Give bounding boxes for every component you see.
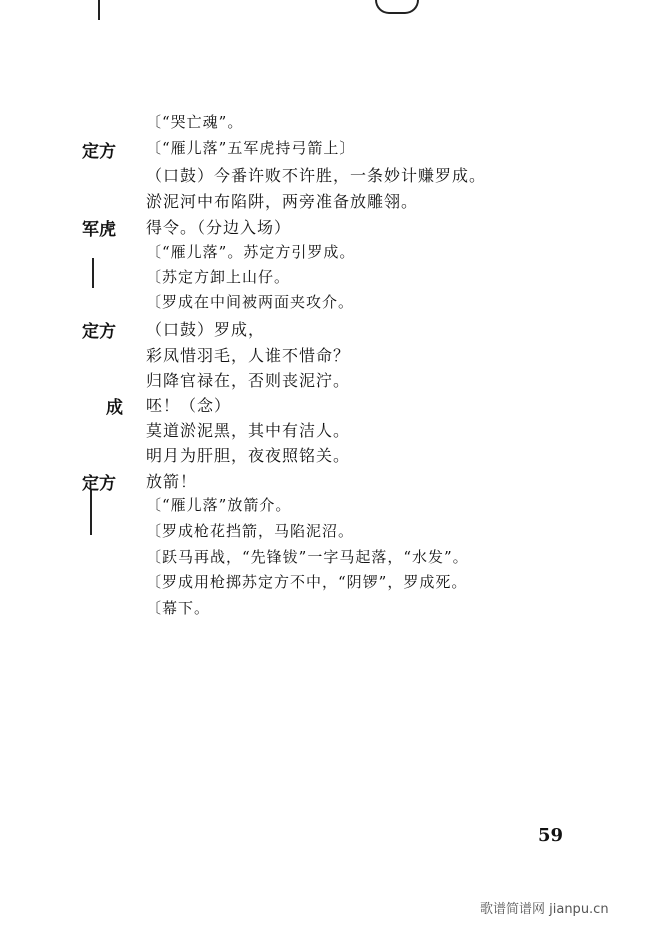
dialogue-line: 得令。（分边入场） <box>146 218 292 237</box>
speaker-label: 军虎 <box>82 220 116 240</box>
dialogue-line: 莫道淤泥黑，其中有洁人。 <box>146 421 351 440</box>
stage-direction: 〔苏定方卸上山仔。 <box>146 268 291 286</box>
site-watermark: 歌谱简谱网 jianpu.cn <box>480 902 609 917</box>
page-number: 59 <box>538 825 564 846</box>
dialogue-line: 归降官禄在，否则丧泥泞。 <box>146 371 351 390</box>
dialogue-line: （口鼓）罗成， <box>146 320 266 339</box>
stage-direction: 〔幕下。 <box>146 599 211 617</box>
stage-direction: 〔罗成在中间被两面夹攻介。 <box>146 293 355 311</box>
stage-direction: 〔“雁儿落”放箭介。 <box>146 496 292 514</box>
stage-direction: 〔跃马再战，“先锋钹”一字马起落，“水发”。 <box>146 548 469 566</box>
speaker-label: 成 <box>106 398 123 418</box>
stage-direction: 〔“哭亡魂”。 <box>146 113 244 131</box>
margin-mark <box>98 0 100 20</box>
dialogue-line: 放箭！ <box>146 472 198 491</box>
speaker-label: 定方 <box>82 474 116 494</box>
speaker-label: 定方 <box>82 322 116 342</box>
stage-direction: 〔“雁儿落”五军虎持弓箭上〕 <box>146 139 356 157</box>
dialogue-line: 彩凤惜羽毛，人谁不惜命？ <box>146 346 351 365</box>
dialogue-line: （口鼓）今番许败不许胜，一条妙计赚罗成。 <box>146 166 487 185</box>
stage-direction: 〔罗成枪花挡箭，马陷泥沼。 <box>146 522 355 540</box>
speaker-label: 定方 <box>82 142 116 162</box>
dialogue-line: 呸！（念） <box>146 396 232 415</box>
stage-direction: 〔“雁儿落”。苏定方引罗成。 <box>146 243 356 261</box>
margin-mark <box>92 258 94 288</box>
scan-speck <box>375 0 419 14</box>
dialogue-line: 明月为肝胆，夜夜照铭关。 <box>146 446 351 465</box>
stage-direction: 〔罗成用枪掷苏定方不中，“阴锣”，罗成死。 <box>146 573 468 591</box>
dialogue-line: 淤泥河中布陷阱，两旁准备放雕翎。 <box>146 192 419 211</box>
margin-mark <box>90 490 92 535</box>
